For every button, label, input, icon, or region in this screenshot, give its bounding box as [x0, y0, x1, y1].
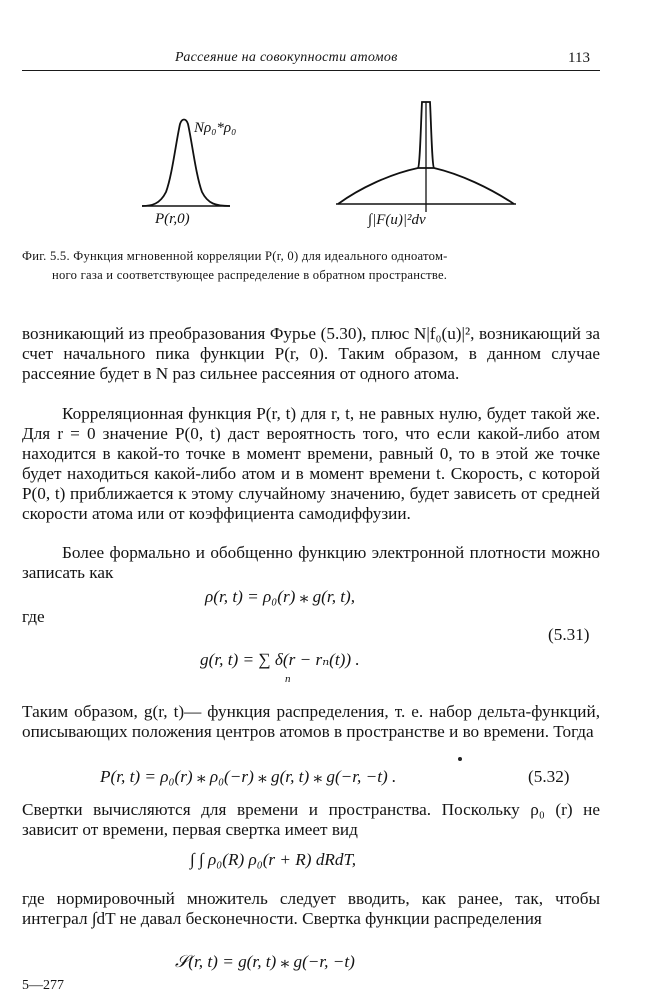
equation-g-sum-index: n — [285, 673, 291, 685]
paragraph-delta: Таким образом, g(r, t)— функция распределения, т. е. набор дельта-функций, описывающих положения центров атомов в пространстве и во времени. Тогда — [22, 702, 600, 741]
word-where: где — [22, 607, 45, 626]
left-axis-label: P(r,0) — [155, 211, 190, 227]
footer-signature: 5—277 — [22, 978, 64, 993]
paragraph-normalization: где нормировочный множитель следует вводить, как ранее, так, чтобы интеграл ∫dT не давал бесконечности. Свертка функции распределения — [22, 889, 600, 928]
left-plot — [142, 120, 236, 228]
equation-integral: ∫ ∫ ρ₀(R) ρ₀(r + R) dRdT, — [190, 850, 357, 869]
right-axis-label: ∫|F(u)|²dv — [368, 212, 426, 228]
caption-line-1: Фиг. 5.5. Функция мгновенной корреляции P(r, 0) для идеального одноатом- — [22, 249, 448, 263]
right-plot — [336, 102, 516, 228]
header-rule — [22, 70, 600, 71]
left-peak-label: Nρ₀*ρ₀ — [194, 120, 237, 136]
figure-5-5 — [0, 80, 666, 240]
figure-caption — [22, 247, 600, 285]
stray-mark — [458, 757, 462, 761]
page-number: 113 — [568, 50, 590, 66]
paragraph-1: возникающий из преобразования Фурье (5.30), плюс N|f₀(u)|², возникающий за счет начального пика функции P(r, 0). Таким образом, в данном случае рассеяние будет в N раз сильнее рассеяния от одного атома. — [22, 324, 600, 383]
equation-P: P(r, t) = ρ₀(r) ⁎ ρ₀(−r) ⁎ g(r, t) ⁎ g(−r, −t) . — [100, 767, 397, 786]
equation-S: 𝒮(r, t) = g(r, t) ⁎ g(−r, −t) — [175, 952, 355, 971]
equation-label-5-32: (5.32) — [528, 767, 570, 786]
equation-label-5-31: (5.31) — [548, 625, 590, 644]
equation-g: g(r, t) = ∑ δ(r − rₙ(t)) . — [200, 650, 360, 669]
equation-rho: ρ(r, t) = ρ₀(r) ⁎ g(r, t), — [205, 587, 356, 606]
paragraph-3: Более формально и обобщенно функцию электронной плотности можно записать как — [22, 543, 600, 582]
paragraph-2: Корреляционная функция P(r, t) для r, t, не равных нулю, будет такой же. Для r = 0 значение P(0, t) даст вероятность того, что если какой-либо атом находится в какой-то точке в момент времени, равный 0, то в этой же точке будет находиться какой-либо атом и в момент времени t. Скорость, с которой P(0, t) приближается к этому случайному значению, будет зависеть от средней скорости атома или от коэффициента самодиффузии. — [22, 404, 600, 523]
paragraph-convolution: Свертки вычисляются для времени и пространства. Поскольку ρ₀ (r) не зависит от времени, первая свертка имеет вид — [22, 800, 600, 839]
caption-line-2: ного газа и соответствующее распределение в обратном пространстве. — [52, 268, 448, 282]
running-title: Рассеяние на совокупности атомов — [175, 50, 398, 65]
